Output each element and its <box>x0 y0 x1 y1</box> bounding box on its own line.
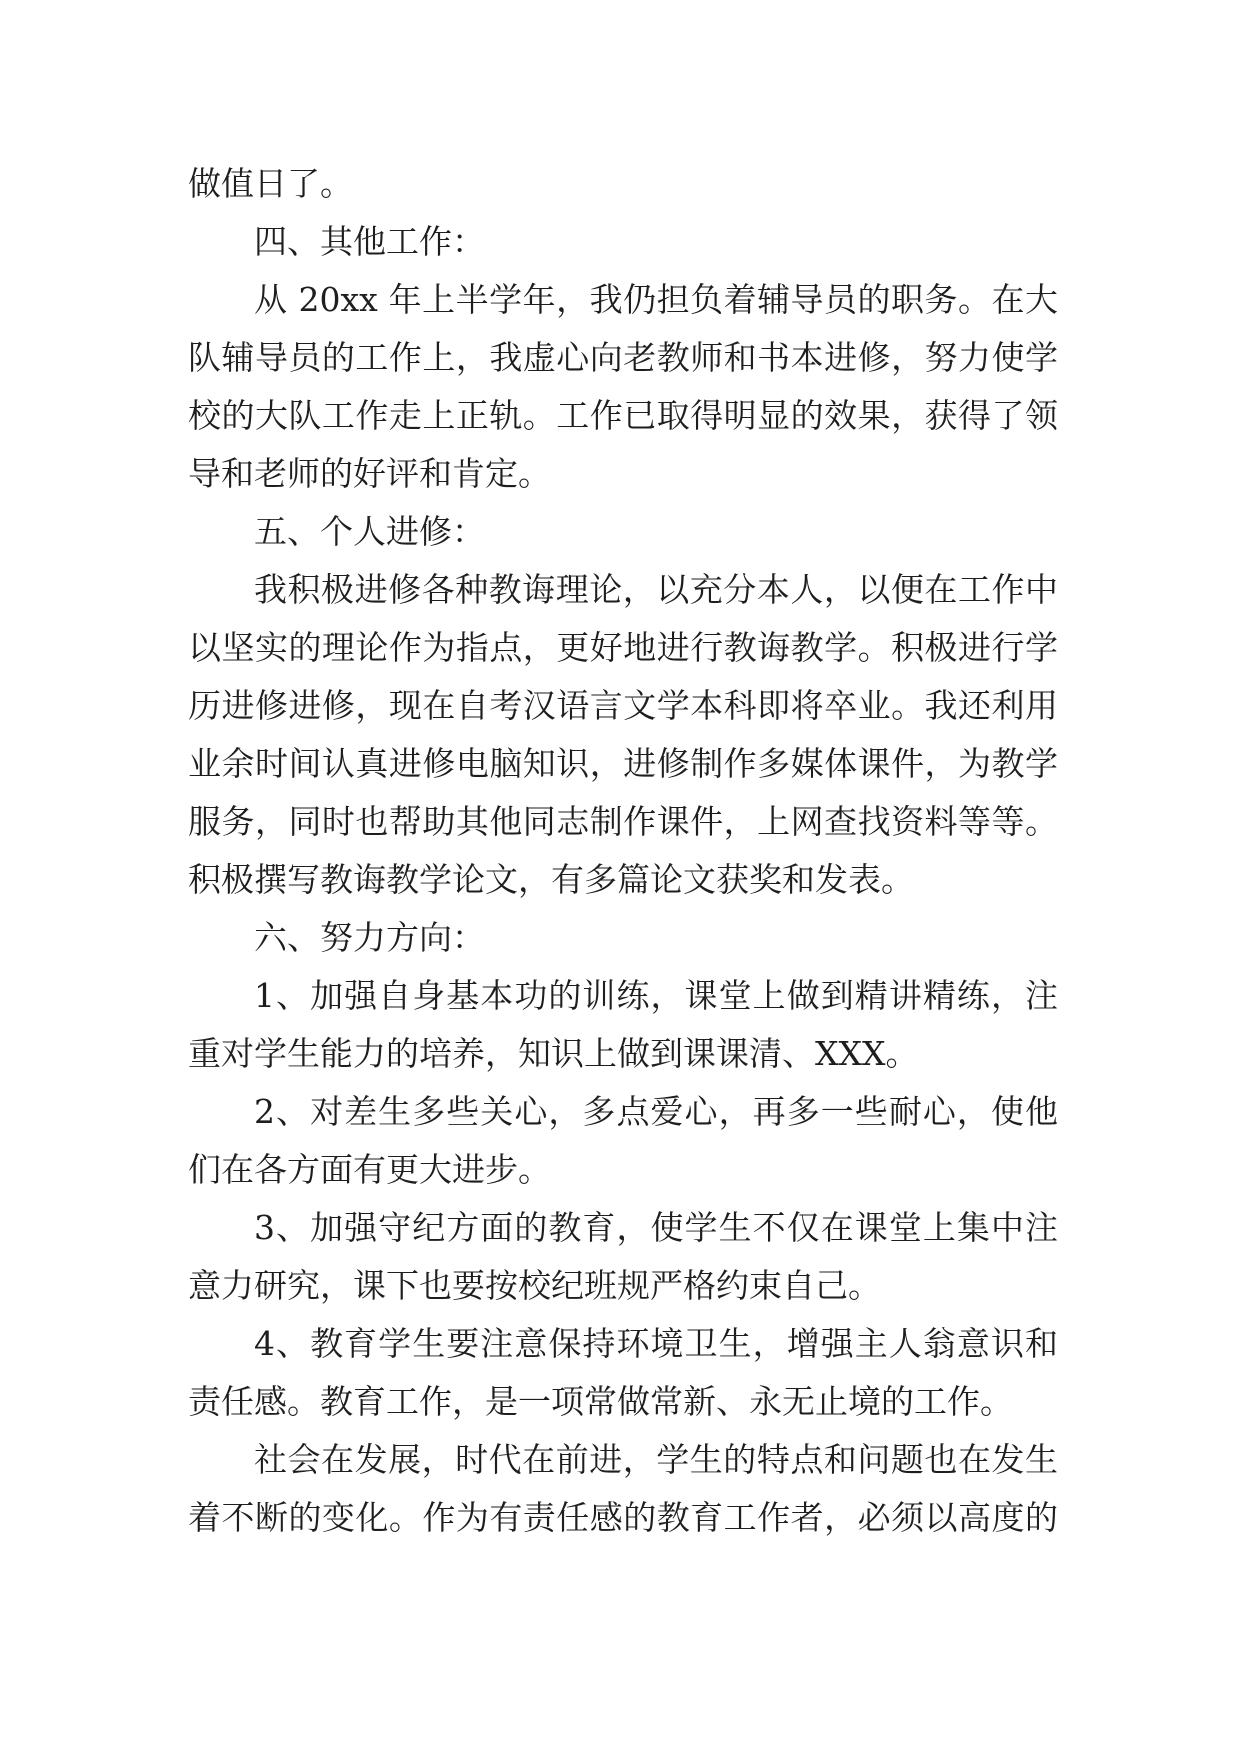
text-line: 4、教育学生要注意保持环境卫生，增强主人翁意识和 <box>254 1324 1058 1363</box>
text-line: 业余时间认真进修电脑知识，进修制作多媒体课件，为教学 <box>188 744 1058 783</box>
text-line: 四、其他工作： <box>254 222 485 261</box>
text-line: 历进修进修，现在自考汉语言文学本科即将卒业。我还利用 <box>188 686 1058 725</box>
text-line: 1、加强自身基本功的训练，课堂上做到精讲精练，注 <box>254 976 1058 1015</box>
text-line: 积极撰写教诲教学论文，有多篇论文获奖和发表。 <box>188 860 914 899</box>
text-line: 着不断的变化。作为有责任感的教育工作者，必须以高度的 <box>188 1498 1058 1537</box>
text-line: 责任感。教育工作，是一项常做常新、永无止境的工作。 <box>188 1382 1013 1421</box>
text-line: 2、对差生多些关心，多点爱心，再多一些耐心，使他 <box>254 1092 1058 1131</box>
text-line: 以坚实的理论作为指点，更好地进行教诲教学。积极进行学 <box>188 628 1058 667</box>
text-line: 队辅导员的工作上，我虚心向老教师和书本进修，努力使学 <box>188 338 1058 377</box>
text-line: 们在各方面有更大进步。 <box>188 1150 551 1189</box>
text-line: 社会在发展，时代在前进，学生的特点和问题也在发生 <box>254 1440 1058 1479</box>
text-line: 重对学生能力的培养，知识上做到课课清、XXX。 <box>188 1034 919 1073</box>
text-line: 五、个人进修： <box>254 512 485 551</box>
text-line: 做值日了。 <box>188 164 353 203</box>
text-line: 3、加强守纪方面的教育，使学生不仅在课堂上集中注 <box>254 1208 1058 1247</box>
text-line: 我积极进修各种教诲理论，以充分本人，以便在工作中 <box>254 570 1058 609</box>
text-line: 服务，同时也帮助其他同志制作课件，上网查找资料等等。 <box>188 802 1058 841</box>
text-line: 从 20xx 年上半学年，我仍担负着辅导员的职务。在大 <box>254 280 1058 319</box>
text-line: 意力研究，课下也要按校纪班规严格约束自己。 <box>188 1266 881 1305</box>
text-line: 导和老师的好评和肯定。 <box>188 454 551 493</box>
text-line: 校的大队工作走上正轨。工作已取得明显的效果，获得了领 <box>188 396 1058 435</box>
document-body <box>188 155 1058 1547</box>
text-line: 六、努力方向： <box>254 918 485 957</box>
